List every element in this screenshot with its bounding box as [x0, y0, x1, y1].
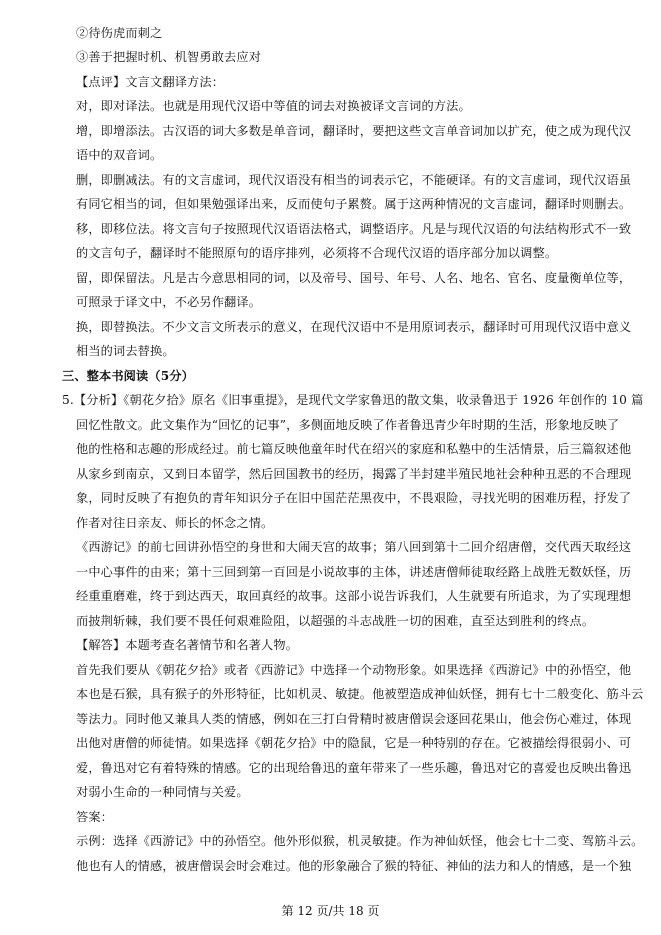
- text-line: 出他对唐僧的师徒情。如果选择《朝花夕拾》中的隐鼠，它是一种特别的存在。它被描绘得很弱小、可: [76, 736, 632, 750]
- text-line: 爱，鲁迅对它有着特殊的情感。它的出现给鲁迅的童年带来了一些乐趣，鲁迅对它的喜爱也反映出鲁迅: [76, 761, 632, 775]
- text-line: 的文言句子，翻译时不能照原句的语序排列，必须将不合现代汉语的语序部分加以调整。: [76, 246, 558, 260]
- text-line: 答案：: [76, 810, 114, 824]
- text-line: 可照录于译文中，不必另作翻译。: [76, 295, 262, 309]
- text-line: 留，即保留法。凡是古今意思相同的词，以及帝号、国号、年号、人名、地名、官名、度量衡单位等，: [76, 271, 632, 285]
- text-line: 对，即对译法。也就是用现代汉语中等值的词去对换被译文言词的方法。: [76, 99, 471, 113]
- text-line: 本也是石猴，具有猴子的外形特征，比如机灵、敏捷。他被塑造成神仙妖怪，拥有七十二般变化、筋斗云: [76, 687, 644, 701]
- text-line: 首先我们要从《朝花夕拾》或者《西游记》中选择一个动物形象。如果选择《西游记》中的孙悟空，他: [76, 663, 632, 677]
- text-line: 换，即替换法。不少文言文所表示的意义，在现代汉语中不是用原词表示，翻译时可用现代汉语中意义: [76, 320, 632, 334]
- text-line: 他也有人的情感，被唐僧误会时会难过。他的形象融合了猴的特征、神仙的法力和人的情感，是一个独: [76, 859, 632, 873]
- text-line: 增，即增添法。古汉语的词大多数是单音词，翻译时，要把这些文言单音词加以扩充，使之成为现代汉: [76, 124, 632, 138]
- text-line: 对弱小生命的一种同情与关爱。: [76, 785, 249, 799]
- text-line: 从家乡到南京，又到日本留学，然后回国教书的经历，揭露了半封建半殖民地社会种种丑恶的不合理现: [76, 467, 632, 481]
- text-line: 作者对往日亲友、师长的怀念之情。: [76, 516, 274, 530]
- text-line: 【解答】本题考查名著情节和名著人物。: [76, 638, 299, 652]
- text-line: 移，即移位法。将文言句子按照现代汉语语法格式，调整语序。凡是与现代汉语的句法结构形式不一致: [76, 222, 632, 236]
- text-line: 等法力。同时他又兼具人类的情感，例如在三打白骨精时被唐僧误会逐回花果山，他会伤心难过，体现: [76, 712, 632, 726]
- text-line: 回忆性散文。此文集作为“回忆的记事”，多侧面地反映了作者鲁迅青少年时期的生活，形象地反映了: [76, 418, 620, 432]
- text-line: 他的性格和志趣的形成经过。前七篇反映他童年时代在绍兴的家庭和私塾中的生活情景，后三篇叙述他: [76, 442, 632, 456]
- text-line: 一中心事件的由来；第十三回到第一百回是小说故事的主体，讲述唐僧师徒取经路上战胜无数妖怪，历: [76, 565, 632, 579]
- text-line: ②待伤虎而刺之: [76, 26, 163, 40]
- text-line: ③善于把握时机、机智勇敢去应对: [76, 50, 262, 64]
- text-line: 删，即删减法。有的文言虚词，现代汉语没有相当的词表示它，不能硬译。有的文言虚词，现代汉语虽: [76, 173, 632, 187]
- text-line: 经重重磨难，终于到达西天，取回真经的故事。这部小说告诉我们，人生就要有所追求，为了实现理想: [76, 589, 632, 603]
- text-line: 【点评】文言文翻译方法：: [76, 75, 225, 89]
- text-line: 5.【分析】《朝花夕拾》原名《旧事重提》，是现代文学家鲁迅的散文集，收录鲁迅于 1926 年创作的 10 篇: [62, 393, 644, 407]
- text-line: 示例：选择《西游记》中的孙悟空。他外形似猴，机灵敏捷。作为神仙妖怪，他会七十二变、驾筋斗云。: [76, 834, 644, 848]
- text-line: 语中的双音词。: [76, 148, 163, 162]
- section-heading: 三、整本书阅读（5分）: [62, 369, 195, 383]
- page-number: 第 12 页/共 18 页: [281, 904, 380, 918]
- text-line: 有同它相当的词，但如果勉强译出来，反而使句子累赘。属于这两种情况的文言虚词，翻译时则删去。: [76, 197, 632, 211]
- text-line: 象，同时反映了有抱负的青年知识分子在旧中国茫茫黑夜中，不畏艰险，寻找光明的困难历程，抒发了: [76, 491, 632, 505]
- text-line: 而披荆斩棘，我们要不畏任何艰难险阻，以超强的斗志战胜一切的困难，直至达到胜利的终点。: [76, 614, 595, 628]
- text-line: 《西游记》的前七回讲孙悟空的身世和大闹天宫的故事；第八回到第十二回介绍唐僧，交代西天取经这: [76, 540, 632, 554]
- text-line: 相当的词去替换。: [76, 344, 175, 358]
